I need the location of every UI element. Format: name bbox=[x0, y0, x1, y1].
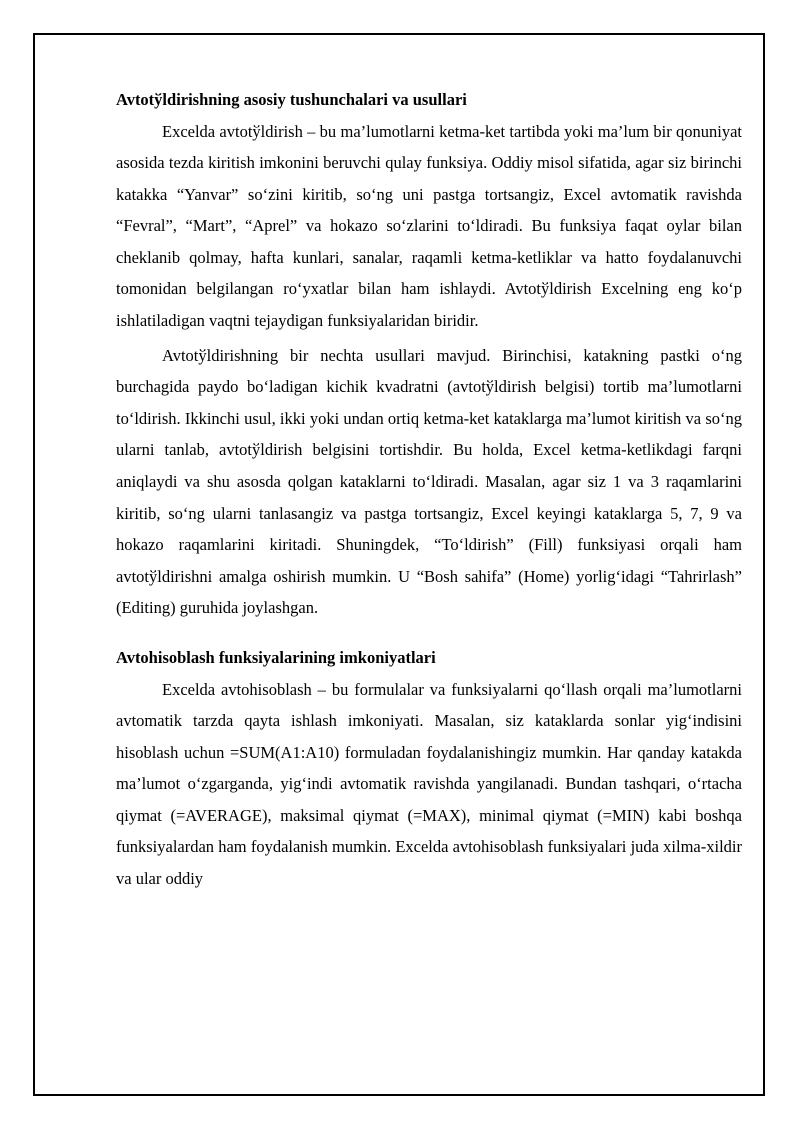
document-body bbox=[116, 84, 742, 895]
section-heading-autofill: Avtotўldirishning asosiy tushunchalari va usullari bbox=[116, 90, 467, 109]
paragraph-autofill-methods: Avtotўldirishning bir nechta usullari mavjud. Birinchisi, katakning pastki o‘ng burchagida paydo bo‘ladigan kichik kvadratni (avtotўldirish belgisi) tortib ma’lumotlarni to‘ldirish. Ikkinchi usul, ikki yoki undan ortiq ketma-ket kataklarga ma’lumot kiritish va so‘ng ularni tanlab, avtotўldirish belgisini tortishdir. Bu holda, Excel ketma-ketlikdagi farqni aniqlaydi va shu asosda qolgan kataklarni to‘ldiradi. Masalan, agar siz 1 va 3 raqamlarini kiritib, so‘ng ularni tanlasangiz va pastga tortsangiz, Excel keyingi kataklarga 5, 7, 9 va hokazo raqamlarini kiritadi. Shuningdek, “To‘ldirish” (Fill) funksiyasi orqali ham avtotўldirishni amalga oshirish mumkin. U “Bosh sahifa” (Home) yorlig‘idagi “Tahrirlash” (Editing) guruhida joylashgan. bbox=[116, 345, 742, 618]
paragraph-autofill-intro: Excelda avtotўldirish – bu ma’lumotlarni ketma-ket tartibda yoki ma’lum bir qonuniyat asosida tezda kiritish imkonini beruvchi qulay funksiya. Oddiy misol sifatida, agar siz birinchi katakka “Yanvar” so‘zini kiritib, so‘ng uni pastga tortsangiz, Excel avtomatik ravishda “Fevral”, “Mart”, “Aprel” va hokazo so‘zlarini to‘ldiradi. Bu funksiya faqat oylar bilan cheklanib qolmay, hafta kunlari, sanalar, raqamli ketma-ketliklar va hatto foydalanuvchi tomonidan belgilangan ro‘yxatlar bilan ham ishlaydi. Avtotўldirish Excelning eng ko‘p ishlatiladigan vaqtni tejaydigan funksiyalaridan biridir. bbox=[116, 121, 742, 331]
section-spacer bbox=[116, 624, 742, 642]
paragraph-autocalc-intro: Excelda avtohisoblash – bu formulalar va funksiyalarni qo‘llash orqali ma’lumotlarni avtomatik tarzda qayta ishlash imkoniyati. Masalan, siz kataklarda sonlar yig‘indisini hisoblash uchun =SUM(A1:A10) formuladan foydalanishingiz mumkin. Har qanday katakda ma’lumot o‘zgarganda, yig‘indi avtomatik ravishda yangilanadi. Bundan tashqari, o‘rtacha qiymat (=AVERAGE), maksimal qiymat (=MAX), minimal qiymat (=MIN) kabi boshqa funksiyalardan ham foydalanish mumkin. Excelda avtohisoblash funksiyalari juda xilma-xildir va ular oddiy bbox=[116, 679, 742, 889]
section-heading-autocalc: Avtohisoblash funksiyalarining imkoniyatlari bbox=[116, 648, 436, 667]
